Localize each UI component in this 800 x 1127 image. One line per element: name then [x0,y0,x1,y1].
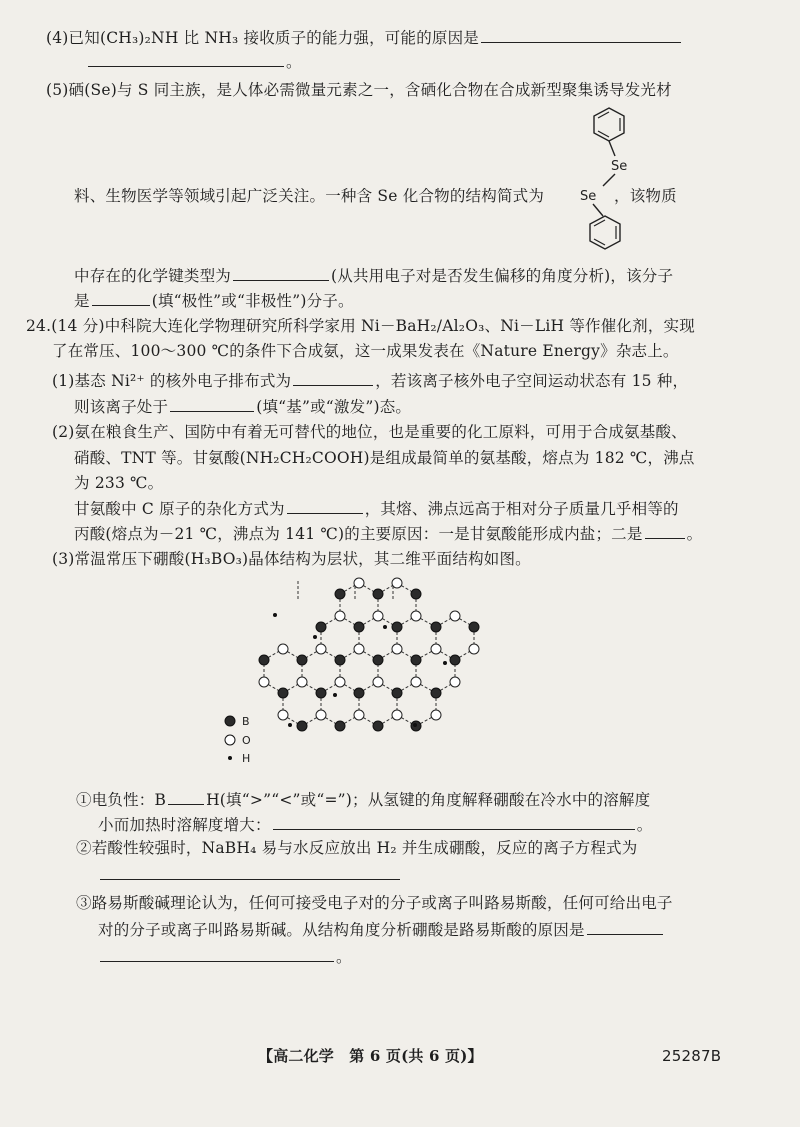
lattice-legend [222,713,282,769]
oxygen-atom [297,677,307,687]
oxygen-atom [335,677,345,687]
q24-3-1-a: ①电负性：B [76,791,167,809]
q24-3-3-line1: ③路易斯酸碱理论认为，任何可接受电子对的分子或离子叫路易斯酸，任何可给出电子 [76,894,673,912]
q23-4-end: 。 [286,53,302,71]
boron-atom [297,655,307,665]
boron-atom [259,655,269,665]
q24-2-l5-a: 丙酸(熔点为－21 ℃，沸点为 141 ℃)的主要原因：一是甘氨酸能形成内盐；二是 [74,525,643,543]
oxygen-atom [335,611,345,621]
oxygen-atom [450,677,460,687]
q24-3-2-answer [98,863,402,885]
hydrogen-atom [383,625,387,629]
oxygen-atom [316,644,326,654]
q23-5-line2-text: 料、生物医学等领域引起广泛关注。一种含 Se 化合物的结构简式为 [74,187,545,205]
hydrogen-atom [313,635,317,639]
boron-legend-marker [225,716,235,726]
oxygen-atom [431,644,441,654]
q23-4-end-line [86,50,302,72]
oxygen-atom [431,710,441,720]
boron-atom [335,655,345,665]
hydrogen-atom [273,613,277,617]
boron-atom [297,721,307,731]
boron-atom [431,622,441,632]
oxygen-atom [392,710,402,720]
q24-2-line5 [74,522,702,544]
q24-intro-1: 24.(14 分)中科院大连化学物理研究所科学家用 Ni－BaH₂/Al₂O₃、Ni－LiH 等作催化剂，实现 [26,317,695,335]
q24-3-1-c: 小而加热时溶解度增大： [98,816,271,834]
answer-blank[interactable] [92,289,150,306]
oxygen-atom [259,677,269,687]
boron-atom [373,655,383,665]
oxygen-legend-marker [225,735,235,745]
q24-3-3-line3 [98,945,352,967]
oxygen-atom [354,710,364,720]
oxygen-atom [373,611,383,621]
boron-atom [278,688,288,698]
q23-5-line4-b: (填“极性”或“非极性”)分子。 [151,292,354,310]
q24-2-l5-b: 。 [686,525,703,543]
boron-atom [373,589,383,599]
q24-3-1-line2 [98,813,652,835]
oxygen-atom [354,578,364,588]
q24-3-3-b: 对的分子或离子叫路易斯碱。从结构角度分析硼酸是路易斯酸的原因是 [98,921,585,939]
q24-1-d: (填“基”或“激发”)态。 [256,398,412,416]
boron-atom [411,589,421,599]
q24-3-line: (3)常温常压下硼酸(H₃BO₃)晶体结构为层状，其二维平面结构如图。 [52,550,531,568]
answer-blank[interactable] [293,369,373,386]
q24-3-1-b: H(填“>”“<”或“=”)；从氢键的角度解释硼酸在冷水中的溶解度 [206,791,651,809]
oxygen-atom [392,578,402,588]
q23-4-text: (4)已知(CH₃)₂NH 比 NH₃ 接收质子的能力强，可能的原因是 [46,29,480,47]
boron-atom [316,688,326,698]
q24-2-line3: 为 233 ℃。 [74,474,164,492]
answer-blank[interactable] [587,918,663,935]
legend-o: O [242,734,251,747]
q24-2-l4-a: 甘氨酸中 C 原子的杂化方式为 [74,500,285,518]
boron-atom [373,721,383,731]
q24-1-a: (1)基态 Ni²⁺ 的核外电子排布式为 [52,372,292,390]
answer-blank[interactable] [287,497,363,514]
q23-5-line1: (5)硒(Se)与 S 同主族，是人体必需微量元素之一，含硒化合物在合成新型聚集诱导发光材 [46,81,672,99]
q24-1-b: ，若该离子核外电子空间运动状态有 15 种， [375,372,689,390]
boron-atom [335,589,345,599]
legend-h: H [242,752,251,765]
oxygen-atom [278,644,288,654]
boron-atom [392,622,402,632]
q23-5-line2-tail: ，该物质 [614,187,677,205]
hydrogen-atom [413,723,417,727]
q24-1-c: 则该离子处于 [74,398,169,416]
answer-blank[interactable] [100,945,334,962]
oxygen-atom [354,644,364,654]
answer-blank[interactable] [233,264,329,281]
boron-atom [469,622,479,632]
boron-atom [431,688,441,698]
oxygen-atom [411,611,421,621]
oxygen-atom [469,644,479,654]
q24-1-line2 [74,395,411,417]
hydrogen-atom [333,693,337,697]
q23-4-line [46,26,683,48]
oxygen-atom [316,710,326,720]
q23-5-line3-b: (从共用电子对是否发生偏移的角度分析)，该分子 [331,267,674,285]
boron-atom [411,655,421,665]
answer-blank[interactable] [481,26,681,43]
q24-3-3-line2 [98,918,665,940]
answer-blank[interactable] [88,50,284,67]
legend-b: B [242,715,250,728]
q24-1-line1 [52,369,688,391]
page-footer: 【高二化学 第 6 页(共 6 页)】 [258,1047,483,1065]
oxygen-atom [392,644,402,654]
answer-blank[interactable] [273,813,635,830]
diphenyl-diselenide-structure [555,102,670,252]
answer-blank[interactable] [100,863,400,880]
answer-blank[interactable] [645,522,685,539]
q23-5-line4 [74,289,354,311]
se-label-bottom: Se [580,189,597,204]
boron-atom [450,655,460,665]
oxygen-atom [411,677,421,687]
se-label-top: Se [611,159,628,174]
hydrogen-atom [443,661,447,665]
answer-blank[interactable] [170,395,254,412]
q24-2-line2: 硝酸、TNT 等。甘氨酸(NH₂CH₂COOH)是组成最简单的氨基酸，熔点为 182 ℃，沸点 [74,449,695,467]
q24-3-2-line: ②若酸性较强时，NaBH₄ 易与水反应放出 H₂ 并生成硼酸，反应的离子方程式为 [76,839,638,857]
boron-atom [335,721,345,731]
q24-intro-2: 了在常压、100～300 ℃的条件下合成氨，这一成果发表在《Nature Energy》杂志上。 [52,342,679,360]
q24-2-line4 [74,497,679,519]
q24-2-l4-b: ，其熔、沸点远高于相对分子质量几乎相等的 [364,500,679,518]
q23-5-line3-a: 中存在的化学键类型为 [74,267,232,285]
boron-atom [316,622,326,632]
boron-atom [354,622,364,632]
hydrogen-atom [288,723,292,727]
hydrogen-legend-marker [228,756,232,760]
boron-atom [354,688,364,698]
q23-5-line2 [74,186,544,206]
q24-3-1-line1 [76,788,650,810]
exam-code: 25287B [662,1047,722,1065]
q24-3-3-c: 。 [336,948,352,966]
q23-5-line3 [74,264,673,286]
q24-2-line1: (2)氨在粮食生产、国防中有着无可替代的地位，也是重要的化工原料，可用于合成氨基酸、 [52,423,687,441]
answer-blank[interactable] [168,788,204,805]
oxygen-atom [373,677,383,687]
oxygen-atom [450,611,460,621]
q23-5-line4-a: 是 [74,292,90,310]
boron-atom [392,688,402,698]
q24-3-1-d: 。 [636,816,653,834]
